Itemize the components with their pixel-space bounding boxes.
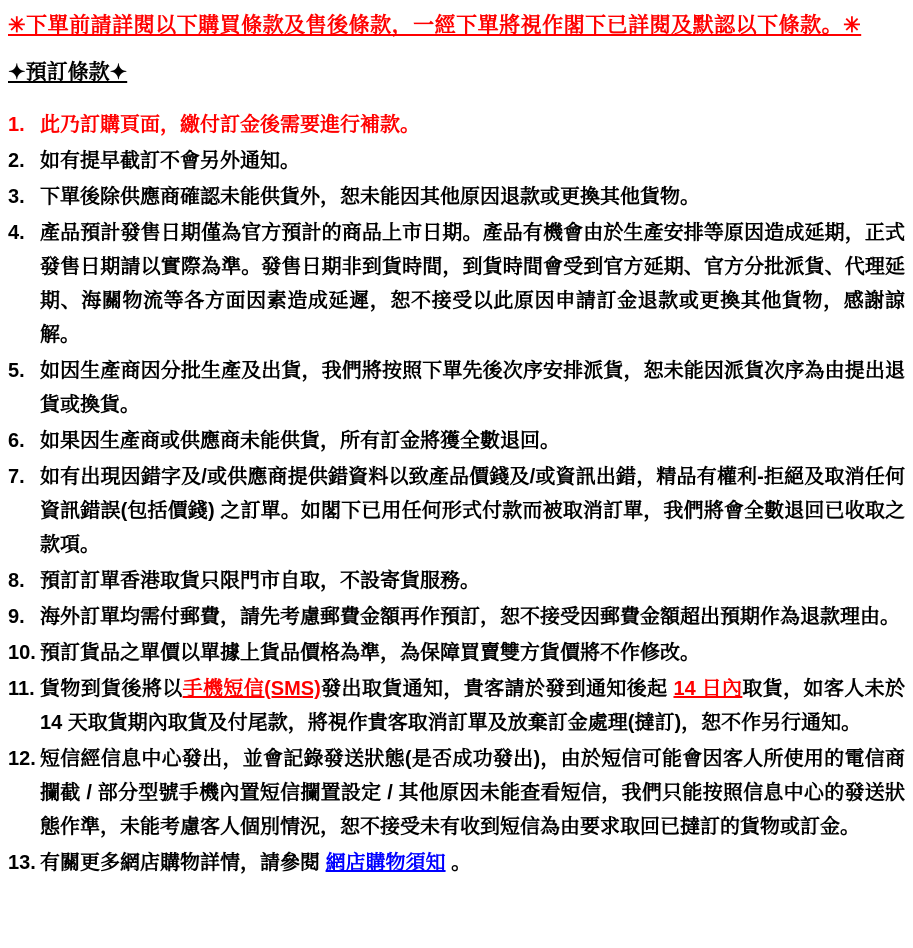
term-text: 如果因生產商或供應商未能供貨，所有訂金將獲全數退回。 <box>40 430 560 452</box>
term-text: 短信經信息中心發出，並會記錄發送狀態(是否成功發出)，由於短信可能會因客人所使用的電信商攔截 / 部分型號手機內置短信攔置設定 / 其他原因未能查看短信，我們只能按照信息中心的發送狀態作準，未能考慮客人個別情況，恕不接受未有收到短信為由要求取回已撻訂的貨物或訂金。 <box>40 748 905 838</box>
term-text: 此乃訂購頁面，繳付訂金後需要進行補款。 <box>40 114 420 136</box>
term-text: 貨物到貨後將以 <box>40 678 183 700</box>
term-number: 3. <box>8 186 25 208</box>
term-text: 。 <box>445 852 472 874</box>
term-text: 海外訂單均需付郵費，請先考慮郵費金額再作預訂，恕不接受因郵費金額超出預期作為退款理由。 <box>40 606 900 628</box>
term-item <box>8 354 905 422</box>
preorder-terms-heading: ✦預訂條款✦ <box>8 61 128 84</box>
term-number: 11. <box>8 678 35 700</box>
term-text: 如有出現因錯字及/或供應商提供錯資料以致產品價錢及/或資訊出錯，精品有權利-拒絕及取消任何資訊錯誤(包括價錢) 之訂單。如閣下已用任何形式付款而被取消訂單，我們將會全數退回已收取之款項。 <box>40 466 905 556</box>
notice-title: ✳下單前請詳閱以下購買條款及售後條款，一經下單將視作閣下已詳閱及默認以下條款。✳ <box>8 14 862 37</box>
term-item <box>8 564 905 598</box>
term-text: 如因生產商因分批生產及出貨，我們將按照下單先後次序安排派貨，恕未能因派貨次序為由提出退貨或換貨。 <box>40 360 905 416</box>
term-item <box>8 636 905 670</box>
term-number: 5. <box>8 360 25 382</box>
term-text: 取貨，如客人未於 14 天取貨期內取貨及付尾款，將視作貴客取消訂單及放棄訂金處理(撻訂)，恕不作另行通知。 <box>40 678 906 734</box>
term-number: 8. <box>8 570 25 592</box>
term-item <box>8 846 905 880</box>
highlighted-term-text: 手機短信(SMS) <box>182 678 321 700</box>
term-text: 預訂貨品之單價以單據上貨品價格為準，為保障買賣雙方貨價將不作修改。 <box>40 642 700 664</box>
term-text: 產品預計發售日期僅為官方預計的商品上市日期。產品有機會由於生產安排等原因造成延期，正式發售日期請以實際為準。發售日期非到貨時間，到貨時間會受到官方延期、官方分批派貨、代理延期、海關物流等各方面因素造成延遲，恕不接受以此原因申請訂金退款或更換其他貨物，感謝諒解。 <box>40 222 905 346</box>
terms-list <box>8 108 905 880</box>
highlighted-term-text: 14 日內 <box>673 678 743 700</box>
term-item <box>8 742 905 844</box>
term-item <box>8 108 905 142</box>
term-item <box>8 180 905 214</box>
term-text: 下單後除供應商確認未能供貨外，恕未能因其他原因退款或更換其他貨物。 <box>40 186 700 208</box>
term-item <box>8 216 905 352</box>
term-number: 6. <box>8 430 25 452</box>
term-number: 13. <box>8 852 36 874</box>
term-number: 7. <box>8 466 25 488</box>
term-text: 預訂訂單香港取貨只限門市自取，不設寄貨服務。 <box>40 570 480 592</box>
term-number: 10. <box>8 642 36 664</box>
term-text: 如有提早截訂不會另外通知。 <box>40 150 300 172</box>
term-text: 有關更多網店購物詳情，請參閱 <box>40 852 326 874</box>
term-item <box>8 424 905 458</box>
term-item <box>8 460 905 562</box>
term-item <box>8 672 905 740</box>
term-number: 9. <box>8 606 25 628</box>
term-number: 2. <box>8 150 25 172</box>
term-item <box>8 144 905 178</box>
term-text: 發出取貨通知，貴客請於發到通知後起 <box>320 678 674 700</box>
shop-guide-link[interactable]: 網店購物須知 <box>325 852 446 874</box>
term-number: 12. <box>8 748 36 770</box>
term-number: 4. <box>8 222 25 244</box>
term-item <box>8 600 905 634</box>
term-number: 1. <box>8 114 25 136</box>
